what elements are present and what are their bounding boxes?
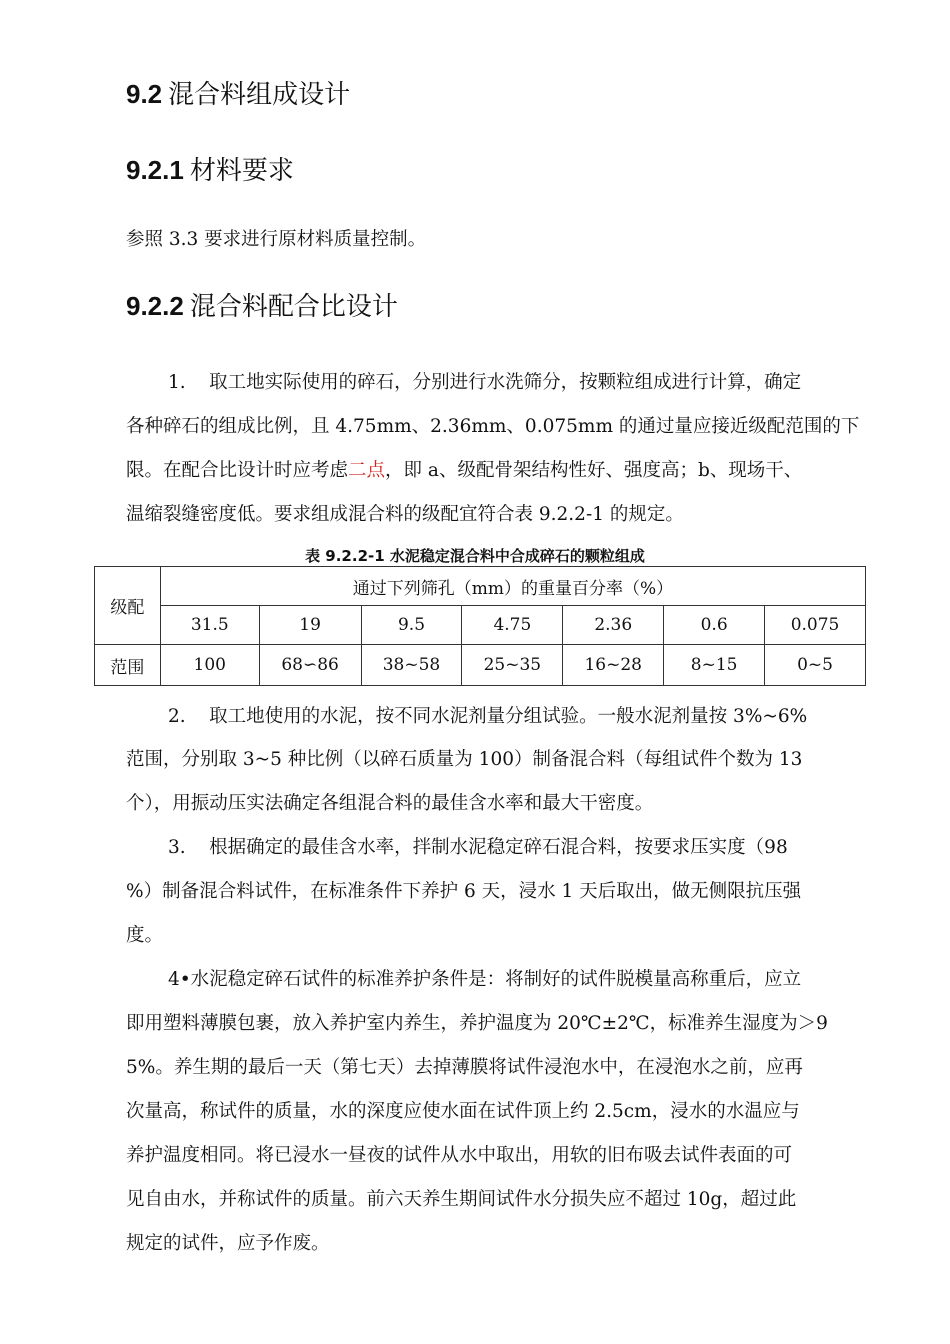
heading-number: 9.2 [126,79,163,109]
para3-line1: 3. 根据确定的最佳含水率，拌制水泥稳定碎石混合料，按要求压实度（98 [168,837,788,858]
sieve-cell: 9.5 [361,606,462,645]
range-cell: 100 [160,645,259,686]
gradation-table [94,566,866,686]
sieve-cell: 2.36 [563,606,664,645]
sieve-cell: 19 [259,606,361,645]
heading-number: 9.2.1 [126,155,184,185]
heading-9-2-1 [126,150,294,187]
para1-line4: 温缩裂缝密度低。要求组成混合料的级配宜符合表 9.2.2-1 的规定。 [126,504,684,525]
heading-9-2-2 [126,286,398,323]
para1-line3 [126,456,802,482]
para2-line3: 个），用振动压实法确定各组混合料的最佳含水率和最大干密度。 [126,793,654,814]
sieve-cell: 4.75 [462,606,563,645]
para3-line2: %）制备混合料试件，在标准条件下养护 6 天，浸水 1 天后取出，做无侧限抗压强 [126,881,802,902]
para1-line3-end: ，即 a、级配骨架结构性好、强度高；b、现场干、 [385,460,803,481]
para4-line3: 5%。养生期的最后一天（第七天）去掉薄膜将试件浸泡水中，在浸泡水之前，应再 [126,1057,803,1078]
material-note: 参照 3.3 要求进行原材料质量控制。 [126,229,427,250]
range-header-cell: 范围 [95,645,161,686]
sieve-cell: 0.6 [664,606,765,645]
range-cell: 38~58 [361,645,462,686]
para1-line3-start: 限。在配合比设计时应考虑 [126,460,349,481]
para3-line3: 度。 [126,925,164,946]
sieve-cell: 31.5 [160,606,259,645]
heading-text: 材料要求 [189,156,294,186]
heading-9-2 [126,74,350,111]
range-cell: 0~5 [765,645,866,686]
para1-line1: 1. 取工地实际使用的碎石，分别进行水洗筛分，按颗粒组成进行计算，确定 [168,372,802,393]
range-cell: 16~28 [563,645,664,686]
highlight-two-points: 二点 [348,460,386,481]
heading-text: 混合料组成设计 [168,80,351,110]
para4-line2: 即用塑料薄膜包裹，放入养护室内养生，养护温度为 20℃±2℃，标准养生湿度为＞9 [126,1013,828,1034]
para4-line1: 4•水泥稳定碎石试件的标准养护条件是：将制好的试件脱模量高称重后，应立 [168,969,802,990]
para4-line7: 规定的试件，应予作废。 [126,1233,330,1254]
para4-line4: 次量高，称试件的质量，水的深度应使水面在试件顶上约 2.5cm，浸水的水温应与 [126,1101,800,1122]
table-header-row [95,567,866,606]
range-cell: 8~15 [664,645,765,686]
table-caption: 表 9.2.2-1 水泥稳定混合料中合成碎石的颗粒组成 [305,547,645,565]
sieve-cell: 0.075 [765,606,866,645]
passing-percent-header: 通过下列筛孔（mm）的重量百分率（%） [160,567,865,606]
para4-line6: 见自由水，并称试件的质量。前六天养生期间试件水分损失应不超过 10g，超过此 [126,1189,797,1210]
range-cell: 68∽86 [259,645,361,686]
range-row [95,645,866,686]
heading-number: 9.2.2 [126,291,184,321]
para2-line2: 范围，分别取 3~5 种比例（以碎石质量为 100）制备混合料（每组试件个数为 13 [126,749,803,770]
heading-text: 混合料配合比设计 [189,292,398,322]
sieve-size-row [95,606,866,645]
gradation-header-cell: 级配 [95,567,161,645]
para2-line1: 2. 取工地使用的水泥，按不同水泥剂量分组试验。一般水泥剂量按 3%~6% [168,706,808,727]
range-cell: 25~35 [462,645,563,686]
para4-line5: 养护温度相同。将已浸水一昼夜的试件从水中取出，用软的旧布吸去试件表面的可 [126,1145,793,1166]
para1-line2: 各种碎石的组成比例，且 4.75mm、2.36mm、0.075mm 的通过量应接近级配范围的下 [126,416,860,437]
